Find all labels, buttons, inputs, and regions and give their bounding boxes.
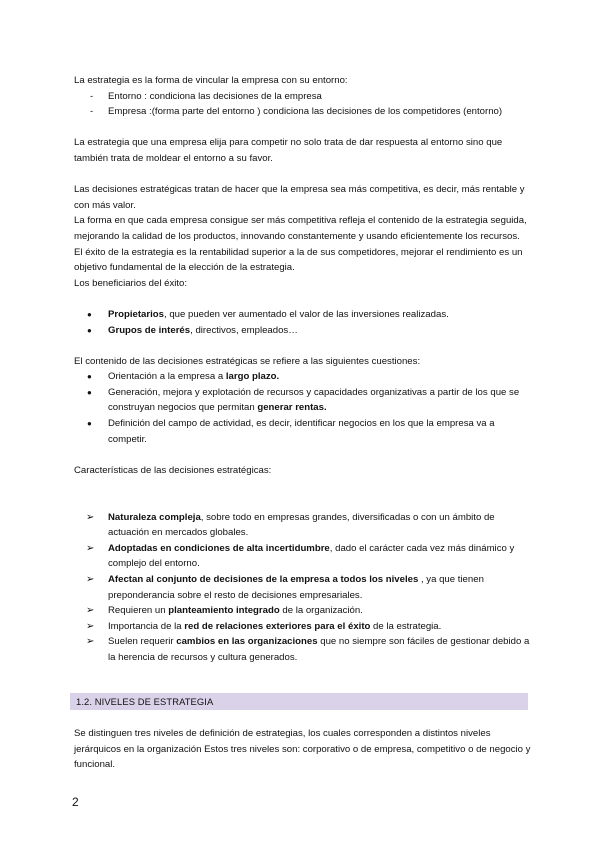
arrow-marker: ➢	[86, 605, 95, 617]
bullet-marker: ●	[87, 372, 92, 382]
arrow-marker: ➢	[86, 574, 95, 585]
dash-marker: -	[90, 90, 94, 102]
list-item: - Empresa :(forma parte del entorno ) condiciona las decisiones de los competidores (entorno)	[74, 104, 536, 120]
bullet-marker: ●	[87, 387, 92, 397]
arrow-marker: ➢	[86, 620, 95, 632]
list-item: ➢ Naturaleza compleja, sobre todo en empresas grandes, diversificadas o con un ámbito de actuación en mercados globales.	[86, 511, 495, 539]
page-number: 2	[72, 795, 79, 809]
section-heading: 1.2. NIVELES DE ESTRATEGIA	[70, 693, 528, 710]
arrow-marker: ➢	[86, 542, 95, 554]
list-item: ● Definición del campo de actividad, es decir, identificar negocios en los que la empresa va a competir.	[87, 418, 495, 445]
section-content	[74, 726, 536, 773]
list-item: ● Generación, mejora y explotación de recursos y capacidades organizativas a partir de los que se construyan negocios que permitan generar rentas.	[87, 386, 520, 414]
paragraph-niveles: Se distinguen tres niveles de definición de estrategias, los cuales corresponden a distintos niveles jerárquicos en la organización Estos tres niveles son: corporativo o de empresa, competitivo o de negocio y funcional.	[74, 728, 531, 771]
paragraph-decisiones: Las decisiones estratégicas tratan de hacer que la empresa sea más competitiva, es decir, más rentable y con más valor.	[74, 184, 525, 211]
paragraph-contenido: El contenido de las decisiones estratégicas se refiere a las siguientes cuestiones:	[74, 355, 421, 367]
bullet-marker: ●	[87, 309, 92, 319]
cuestiones-list	[74, 369, 536, 447]
paragraph-forma: La forma en que cada empresa consigue ser más competitiva refleja el contenido de la estrategia seguida, mejorando la calidad de los productos, innovando constantemente y usando eficientemente los recursos.	[74, 215, 527, 242]
list-item: ➢ Suelen requerir cambios en las organizaciones que no siempre son fáciles de gestionar debido a la herencia de recursos y cultura generados.	[86, 636, 530, 663]
dash-marker: -	[90, 106, 94, 118]
list-item: ➢ Adoptadas en condiciones de alta incertidumbre, dado el carácter cada vez más dinámico y complejo del entorno.	[86, 542, 515, 570]
paragraph-caracteristicas: Características de las decisiones estratégicas:	[74, 464, 272, 476]
caracteristicas-list	[74, 510, 536, 666]
paragraph-moldear: La estrategia que una empresa elija para competir no solo trata de dar respuesta al entorno sino que también trata de moldear el entorno a su favor.	[74, 137, 503, 164]
list-item: ➢ Importancia de la red de relaciones exteriores para el éxito de la estrategia.	[74, 619, 536, 635]
bullet-marker: ●	[87, 325, 92, 335]
beneficiarios-list	[74, 307, 536, 338]
intro-paragraph: La estrategia es la forma de vincular la empresa con su entorno:	[74, 75, 348, 86]
list-item: ● Grupos de interés, directivos, empleados…	[74, 323, 536, 339]
list-item: ● Orientación a la empresa a largo plazo.	[74, 369, 536, 385]
bullet-marker: ●	[87, 419, 92, 429]
list-item: ➢ Afectan al conjunto de decisiones de la empresa a todos los niveles , ya que tienen preponderancia sobre el resto de decisiones empresariales.	[86, 574, 484, 601]
paragraph-beneficiarios: Los beneficiarios del éxito:	[74, 277, 188, 289]
list-item: ➢ Requieren un planteamiento integrado de la organización.	[74, 603, 536, 619]
main-content	[74, 73, 536, 666]
paragraph-exito: El éxito de la estrategia es la rentabilidad superior a la de sus competidores, mejorar el rendimiento es un objetivo fundamental de la elección de la estrategia.	[74, 246, 523, 274]
arrow-marker: ➢	[86, 636, 95, 648]
list-item: ● Propietarios, que pueden ver aumentado el valor de las inversiones realizadas.	[74, 307, 536, 323]
list-item: - Entorno : condiciona las decisiones de la empresa	[74, 89, 536, 105]
entorno-list	[74, 89, 536, 120]
arrow-marker: ➢	[86, 511, 95, 523]
